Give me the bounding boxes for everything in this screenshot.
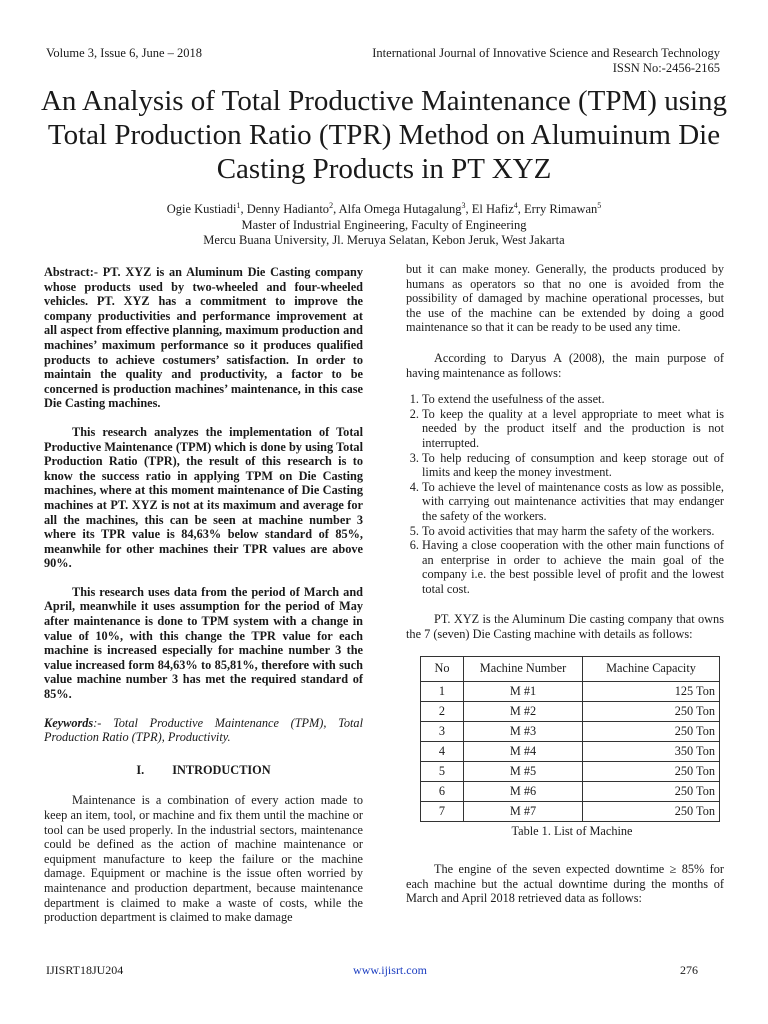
table-cell: 250 Ton: [583, 801, 720, 821]
table-row: [421, 721, 720, 741]
table-header-row: [421, 656, 720, 681]
column-header: No: [421, 656, 464, 681]
journal-title: International Journal of Innovative Science and Research Technology: [372, 46, 720, 60]
table-cell: M #6: [464, 781, 583, 801]
page-number: 276: [680, 963, 698, 977]
affiliation-university: Mercu Buana University, Jl. Meruya Selatan, Kebon Jeruk, West Jakarta: [203, 233, 565, 247]
table-cell: 250 Ton: [583, 721, 720, 741]
table-cell: 1: [421, 681, 464, 701]
table-cell: 250 Ton: [583, 781, 720, 801]
list-item: 2. To keep the quality at a level appropriate to meet what is needed by the product itself and the production is not interrupted.: [422, 407, 724, 451]
keywords-label: Keywords: [44, 715, 94, 730]
author-affil: 2: [329, 200, 334, 210]
table-cell: M #3: [464, 721, 583, 741]
table-cell: M #5: [464, 761, 583, 781]
table-cell: 4: [421, 741, 464, 761]
column-header: Machine Capacity: [583, 656, 720, 681]
author-affil: 1: [236, 200, 241, 210]
author-name: Ogie Kustiadi: [166, 202, 237, 216]
abstract-paragraph-2: This research analyzes the implementation of Total Productive Maintenance (TPM) which is done by using Total Production Ratio (TPR), the result of this research is to know the success ratio in applying TPM on Die Casting machines, where at this moment maintenance of Die Casting machines at PT. XYZ is not at its maximum and average for all the machines, this can be seen at machine number 3 where its TPR value is 84,63% below standard of 85%, meanwhile for other machines their TPR values are above 90%.: [44, 424, 363, 571]
list-item: 6. Having a close cooperation with the other main functions of an enterprise in order to achieve the main goal of the company i.e. the best possible level of profit and the lowest total cost.: [422, 538, 724, 596]
author-affil: 4: [513, 200, 518, 210]
table-cell: M #4: [464, 741, 583, 761]
table-row: [421, 701, 720, 721]
machine-table: [420, 656, 720, 822]
author-name: El Hafiz: [471, 202, 514, 216]
list-item: 3. To help reducing of consumption and keep storage out of limits and keep the money investment.: [422, 451, 724, 480]
list-item: 1. To extend the usefulness of the asset.: [422, 392, 724, 407]
author-affil: 5: [597, 200, 602, 210]
author-block: [40, 202, 728, 249]
left-column: [44, 265, 363, 925]
table-cell: M #1: [464, 681, 583, 701]
table-row: [421, 781, 720, 801]
table-row: [421, 801, 720, 821]
daryus-paragraph: According to Daryus A (2008), the main purpose of having maintenance as follows:: [406, 350, 724, 380]
column-header: Machine Number: [464, 656, 583, 681]
paper-title: An Analysis of Total Productive Maintenance (TPM) using Total Production Ratio (TPR) Method on Alumuinum Die Casting Products in PT XYZ: [40, 85, 728, 185]
author-name: Alfa Omega Hutagalung: [338, 202, 462, 216]
journal-volume: Volume 3, Issue 6, June – 2018: [46, 46, 203, 60]
table-row: [421, 741, 720, 761]
abstract-paragraph-1: Abstract:- PT. XYZ is an Aluminum Die Casting company whose products used by two-wheeled and four-wheeled vehicles. PT. XYZ has a commitment to improve the company productivities and performance improvement at all aspect from effective planning, maximum production and machines’ maximum performance so it produces qualified products to achieve costumers’ satisfaction. In order to maintain the quality and productivity, a factor to be concerned is production machines’ maintenance, in this case Die Casting machines.: [44, 265, 363, 411]
right-column: [406, 262, 724, 906]
journal-website-link[interactable]: www.ijisrt.com: [353, 963, 427, 977]
paper-id: IJISRT18JU204: [46, 963, 124, 977]
downtime-paragraph: The engine of the seven expected downtime ≥ 85% for each machine but the actual downtime during the months of March and April 2018 retrieved data as follows:: [406, 862, 724, 906]
section-heading-introduction: [44, 763, 363, 778]
table-cell: 125 Ton: [583, 681, 720, 701]
author-name: Denny Hadianto: [246, 202, 330, 216]
author-name: Erry Rimawan: [524, 202, 598, 216]
list-item: 5. To avoid activities that may harm the safety of the workers.: [422, 524, 724, 539]
table-cell: M #2: [464, 701, 583, 721]
table-caption: Table 1. List of Machine: [511, 823, 633, 838]
journal-name: [372, 46, 720, 76]
journal-issn: ISSN No:-2456-2165: [612, 61, 720, 75]
maintenance-purpose-list: [406, 392, 724, 596]
table-cell: 250 Ton: [583, 761, 720, 781]
section-number: I.: [136, 762, 145, 777]
continued-paragraph: but it can make money. Generally, the products produced by humans as operators so that no one is avoided from the possibility of damaged by machine operational processes, but the use of the machine can be extended by doing a good maintenance so that it can be ready to be used any time.: [406, 262, 724, 335]
author-list: Ogie Kustiadi$^1$, Denny Hadianto$^2$, Alfa Omega Hutagalung$^3$, El Hafiz$^4$, Erry Rimawan$^5$: [166, 200, 602, 216]
table-cell: 7: [421, 801, 464, 821]
abstract-paragraph-3: This research uses data from the period of March and April, meanwhile it uses assumption for the period of May after maintenance is done to TPM system with a change in value of 10%, with this change the TPR value for each machine is increased especially for machine number 3 the value increased form 84,63% to 85,81%, therefore with such value machine number 3 has met the required standard of 85%.: [44, 584, 363, 702]
table-cell: 3: [421, 721, 464, 741]
table-row: [421, 681, 720, 701]
affiliation-dept: Master of Industrial Engineering, Faculty of Engineering: [241, 217, 527, 232]
company-paragraph: PT. XYZ is the Aluminum Die casting company that owns the 7 (seven) Die Casting machine with details as follows:: [406, 612, 724, 642]
table-cell: 6: [421, 781, 464, 801]
table-cell: M #7: [464, 801, 583, 821]
author-affil: 3: [461, 200, 466, 210]
table-cell: 2: [421, 701, 464, 721]
section-title: INTRODUCTION: [172, 762, 271, 777]
list-item: 4. To achieve the level of maintenance costs as low as possible, with carrying out maintenance activities that may endanger the safety of the workers.: [422, 480, 724, 524]
table-cell: 5: [421, 761, 464, 781]
keywords: [44, 716, 363, 745]
intro-paragraph-1: Maintenance is a combination of every action made to keep an item, tool, or machine and fix them until the machine or tool can be used properly. In the industrial sectors, maintenance could be defined as the action of machine maintenance or equipment manufacture to keep the failure or the machine damage. Equipment or machine is the issue often worried by maintenance and production department, because maintenance department is claimed to make a waste of costs, while the production department is claimed to make damage: [44, 793, 363, 925]
table-row: [421, 761, 720, 781]
keywords-text: :- Total Productive Maintenance (TPM), Total Production Ratio (TPR), Productivity.: [44, 715, 363, 745]
table-cell: 350 Ton: [583, 741, 720, 761]
table-cell: 250 Ton: [583, 701, 720, 721]
